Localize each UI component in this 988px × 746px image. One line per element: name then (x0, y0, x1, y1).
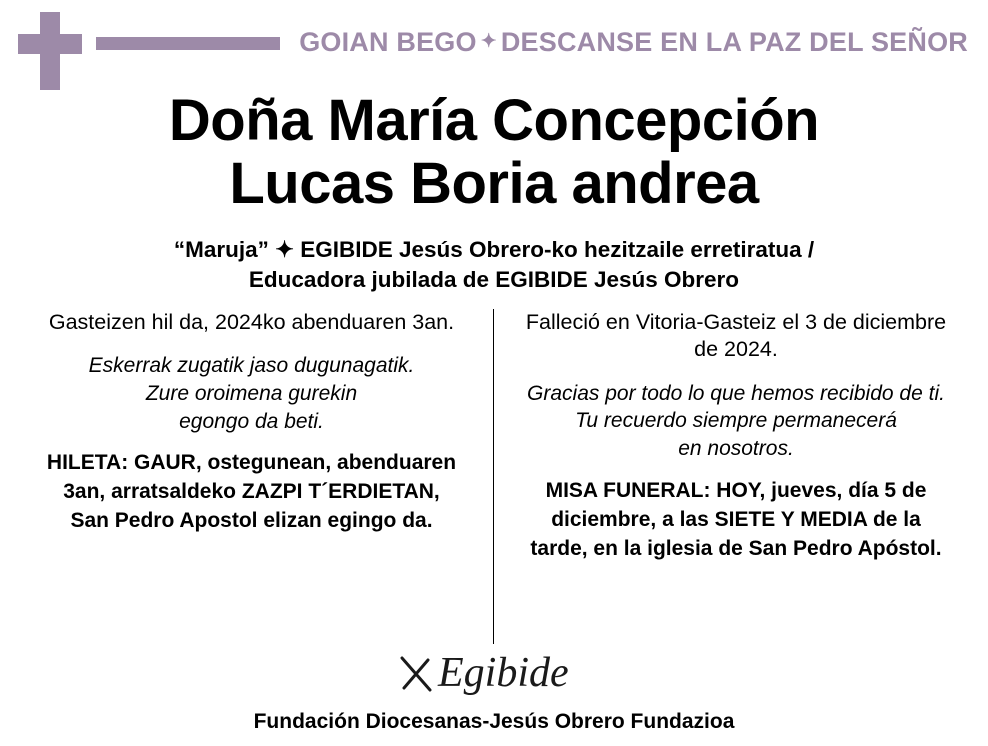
basque-service-line-3: San Pedro Apostol elizan egingo da. (70, 509, 433, 533)
basque-column (10, 309, 494, 644)
spanish-message (508, 380, 964, 463)
spanish-service-details (508, 477, 964, 564)
text-columns (0, 309, 988, 644)
footer-organization: Fundación Diocesanas-Jesús Obrero Fundazioa (253, 710, 735, 733)
spanish-death-notice (508, 309, 964, 364)
basque-service-line-2: 3an, arratsaldeko ZAZPI T´ERDIETAN, (63, 480, 440, 504)
spanish-service-line-3: tarde, en la iglesia de San Pedro Apóstol. (530, 536, 942, 560)
basque-service-line-1: HILETA: GAUR, ostegunean, abenduaren (46, 451, 457, 475)
subtitle-line-2: Educadora jubilada de EGIBIDE Jesús Obrero (248, 266, 740, 292)
basque-message-line-3: egongo da beti. (179, 409, 324, 433)
spanish-death-notice-line-1: Falleció en Vitoria-Gasteiz el 3 de diciembre (525, 309, 947, 334)
spanish-message-line-1: Gracias por todo lo que hemos recibido de ti. (527, 381, 945, 405)
banner-headline (299, 27, 968, 58)
spanish-column (494, 309, 978, 644)
banner-rule (96, 37, 280, 50)
diamond-icon: ✦ (480, 31, 497, 53)
deceased-name (0, 88, 988, 215)
spanish-service-line-1: MISA FUNERAL: HOY, jueves, día 5 de (545, 478, 927, 502)
cross-icon (18, 12, 82, 90)
spanish-message-line-2: Tu recuerdo siempre permanecerá (575, 409, 897, 433)
banner-headline-basque: GOIAN BEGO (299, 27, 477, 57)
basque-message (24, 352, 479, 435)
basque-death-notice: Gasteizen hil da, 2024ko abenduaren 3an. (48, 309, 455, 334)
spanish-message-line-3: en nosotros. (678, 437, 794, 461)
spanish-service-line-2: diciembre, a las SIETE Y MEDIA de la (551, 507, 921, 531)
basque-message-line-2: Zure oroimena gurekin (145, 381, 358, 405)
name-line-2: Lucas Boria andrea (229, 150, 759, 216)
basque-message-line-1: Eskerrak zugatik jaso dugunagatik. (88, 354, 415, 378)
footer (0, 644, 988, 746)
banner-headline-spanish: DESCANSE EN LA PAZ DEL SEÑOR (500, 27, 968, 57)
svg-text:Egibide: Egibide (438, 650, 569, 696)
egibide-logo (0, 644, 988, 706)
subtitle-line-1: “Maruja” ✦ EGIBIDE Jesús Obrero-ko hezitzaile erretiratua / (173, 237, 815, 263)
spanish-death-notice-line-2: de 2024. (694, 337, 778, 362)
name-line-1: Doña María Concepción (168, 88, 820, 153)
deceased-subtitle (0, 235, 988, 294)
banner (0, 0, 988, 88)
basque-service-details (24, 449, 479, 536)
